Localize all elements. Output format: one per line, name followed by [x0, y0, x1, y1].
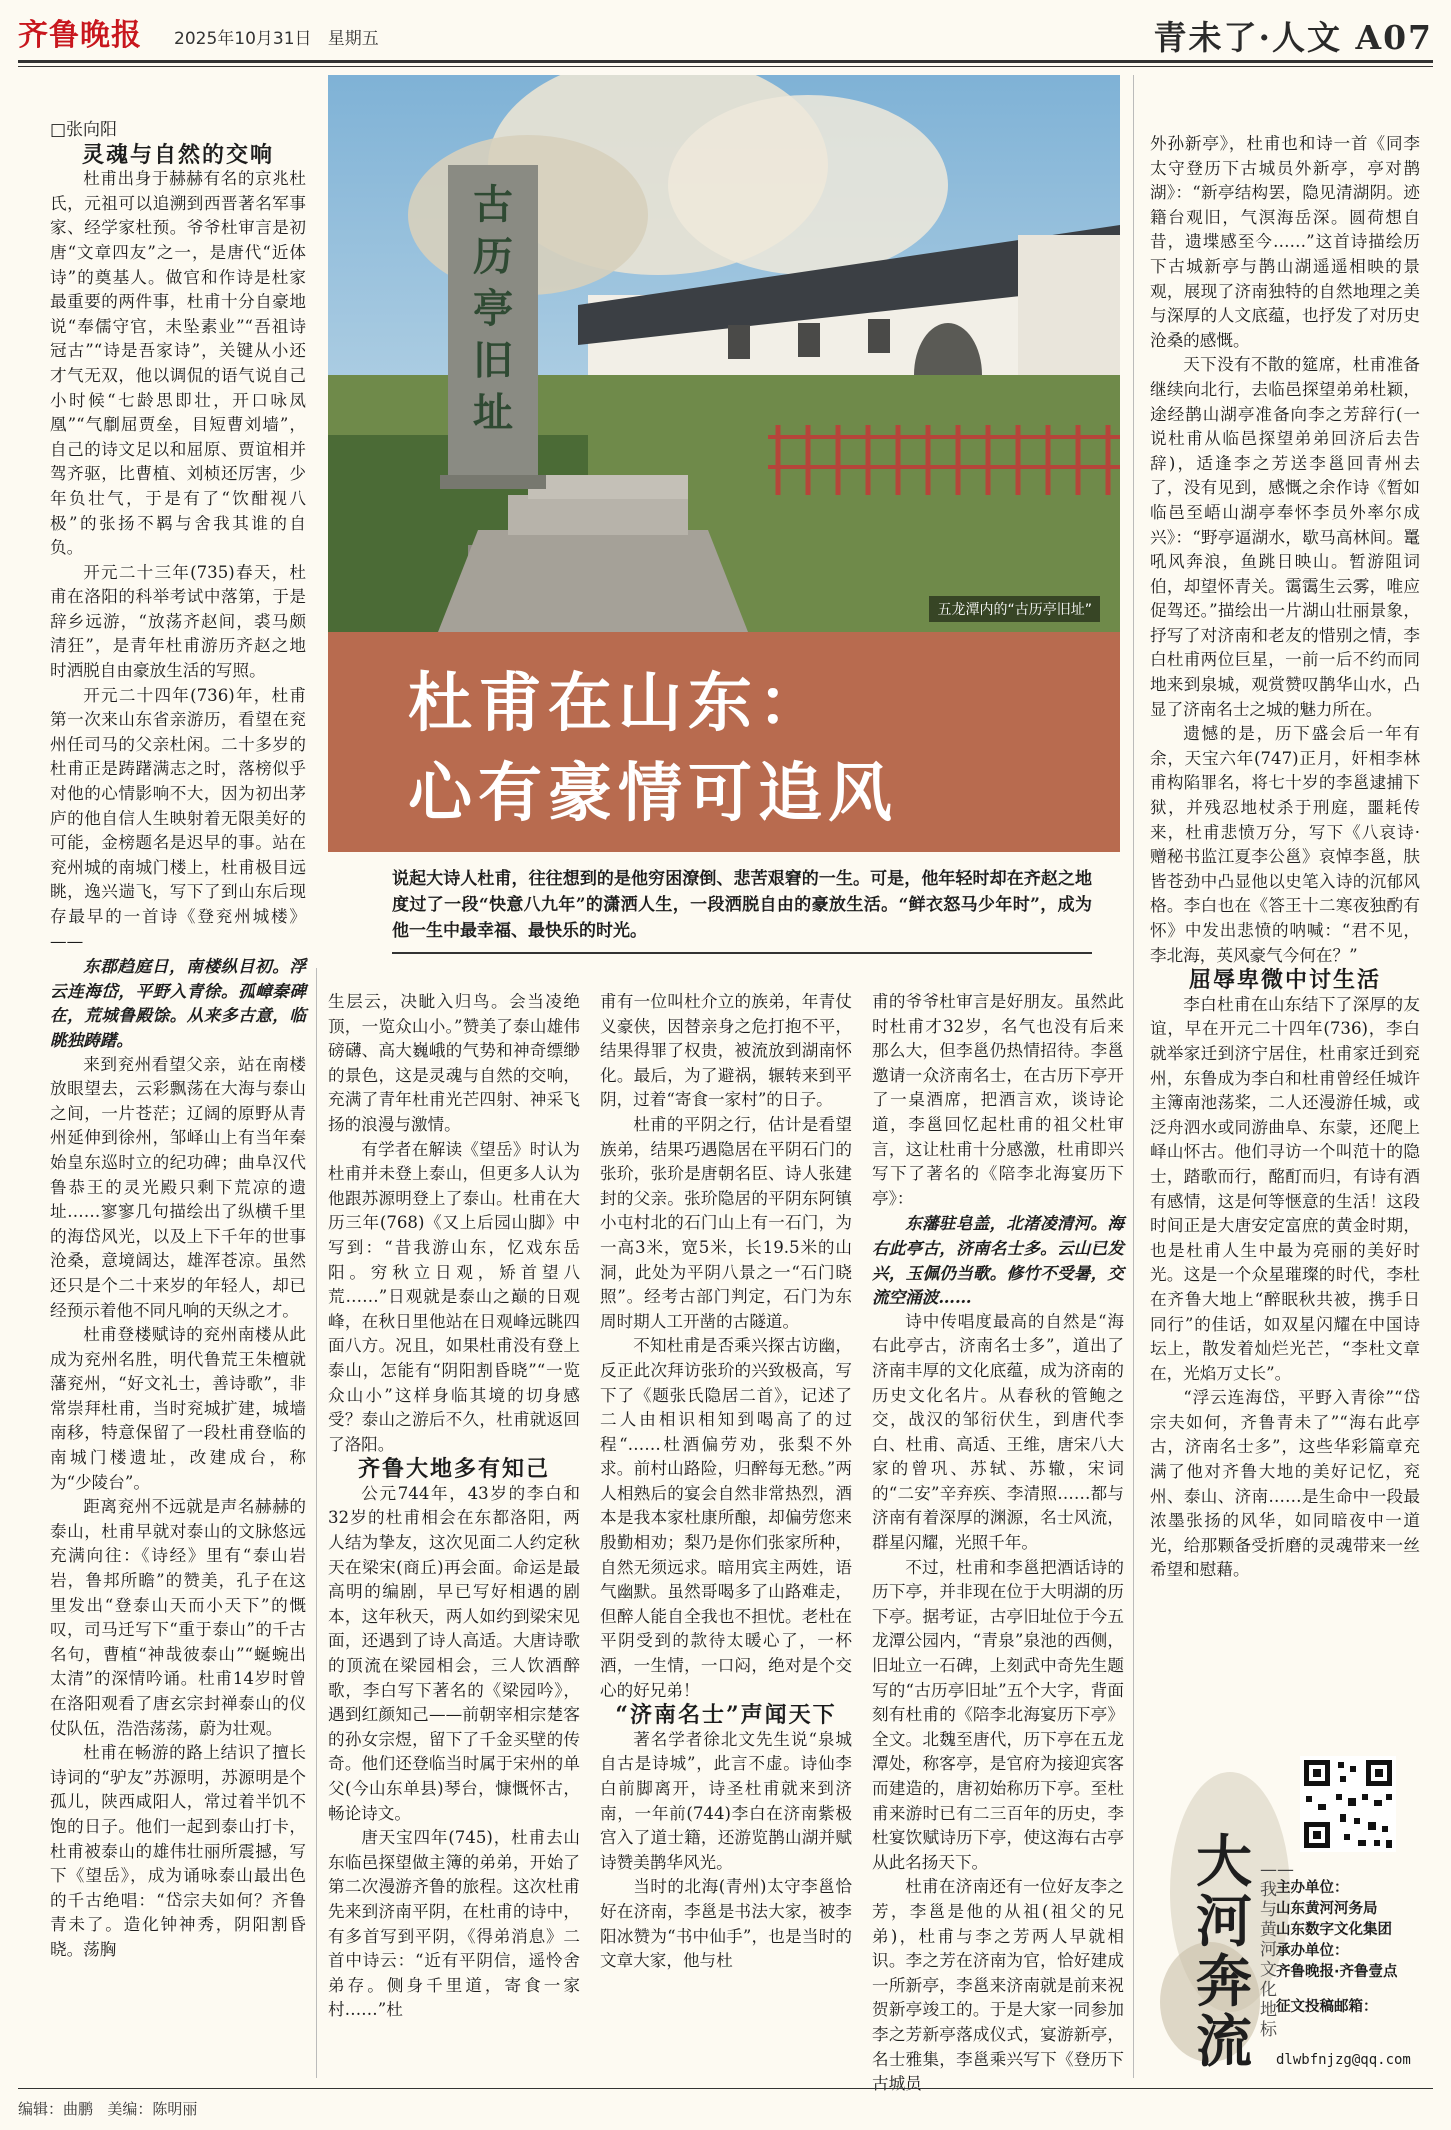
paragraph: 杜甫出身于赫赫有名的京兆杜氏，元祖可以追溯到西晋著名军事家、经学家杜预。爷爷杜审言是初唐“文章四友”之一，是唐代“近体诗”的奠基人。做官和作诗是杜家最重要的两件事，杜甫十分自豪地说“奉儒守官，未坠素业”“吾祖诗冠古”“诗是吾家诗”，关键从小还才气无双，他以调侃的语气说自己小时候“七龄思即壮，开口咏凤凰”“气劘屈贾垒，目短曹刘墙”，自己的诗文足以和屈原、贾谊相并驾齐驱，比曹植、刘桢还厉害，少年负壮气，于是有了“饮酣视八极”的张扬不羁与舍我其谁的自负。 — [50, 169, 306, 558]
paragraph: 公元744年，43岁的李白和32岁的杜甫相会在东都洛阳，两人结为挚友，这次见面二人约定秋天在梁宋(商丘)再会面。命运是最高明的编剧，早已写好相遇的剧本，这年秋天，两人如约到梁宋见面，还遇到了诗人高适。大唐诗歌的顶流在梁园相会，三人饮酒醉歌，李白写下著名的《梁园吟》，遇到红颜知己——前朝宰相宗楚客的孙女宗煜，留下了千金买壁的传奇。他们还登临当时属于宋州的单父(今山东单县)琴台，慷慨怀古，畅论诗文。 — [328, 1483, 580, 1823]
paragraph: 开元二十四年(736)年，杜甫第一次来山东省亲游历，看望在兖州任司马的父亲杜闲。二十多岁的杜甫正是踌躇满志之时，落榜似乎对他的心情影响不大，因为初出茅庐的他自信人生映射着无限美好的可能，金榜题名是迟早的事。站在兖州城的南城门楼上，杜甫极目远眺，逸兴遄飞，写下了到山东后现存最早的一首诗《登兖州城楼》—— — [50, 685, 306, 951]
column-divider — [1133, 75, 1134, 2078]
paragraph: 李白杜甫在山东结下了深厚的友谊，早在开元二十四年(736)，李白就举家迁到济宁居住，杜甫家迁到兖州，东鲁成为李白和杜甫曾经任城许主簿南池荡桨，二人还漫游任城，或泛舟泗水或同游曲阜、东蒙，还爬上峄山怀古。他们寻访一个叫范十的隐士，踏歌而行，酩酊而归，有诗有酒有感情，这是何等惬意的生活！这段时间正是大唐安定富庶的黄金时期，也是杜甫人生中最为亮丽的美好时光。这是一个众星璀璨的时代，李杜在齐鲁大地上“醉眠秋共被，携手日同行”的佳话，如双星闪耀在中国诗坛上，散发着灿烂光芒，“李杜文章在，光焰万丈长”。 — [1150, 994, 1420, 1383]
paragraph: 不知杜甫是否乘兴探古访幽，反正此次拜访张玠的兴致极高，写下了《题张氏隐居二首》，记述了二人由相识相知到喝高了的过程“……杜酒偏劳劝，张梨不外求。前村山路险，归醉每无愁。”两人相熟后的宴会自然非常热烈，酒本是我本家杜康所酿，却偏劳您来殷勤相劝；梨乃是你们张家所种，自然无须远求。暗用宾主两姓，语气幽默。虽然哥喝多了山路难走，但醉人能自全我也不担忧。老杜在平阴受到的款待太暖心了，一杯酒，一生情，一口闷，绝对是个交心的好兄弟！ — [600, 1336, 852, 1700]
paragraph: 杜甫在济南还有一位好友李之芳，李邕是他的从祖(祖父的兄弟)，杜甫与李之芳两人早就相识。李之芳在济南为官，恰好建成一所新亭，李邕来济南就是前来祝贺新亭竣工的。于是大家一同参加李之芳新亭落成仪式，宴游新亭，名士雅集，李邕乘兴写下《登历下古城员 — [872, 1877, 1124, 2094]
subheading: “济南名士”声闻天下 — [615, 1702, 837, 1729]
footer-credits — [18, 2098, 197, 2119]
hero-photo — [328, 75, 1120, 632]
garden-scene-illustration — [328, 75, 1120, 632]
newspaper-logo: 齐鲁晚报 — [18, 18, 142, 53]
date-text: 2025年10月31日 — [174, 29, 312, 49]
organizer-label: 承办单位： — [1276, 1943, 1349, 1959]
paragraph: 杜甫的平阴之行，估计是看望族弟，结果巧遇隐居在平阴石门的张玠，张玠是唐朝名臣、诗人张建封的父亲。张玠隐居的平阴东阿镇小屯村北的石门山上有一石门，为一高3米，宽5米，长19.5米的山洞，此处为平阴八景之一“石门晓照”。经考古部门判定，石门为东周时期人工开凿的古隧道。 — [600, 1114, 852, 1331]
paragraph: 甫的爷爷杜审言是好朋友。虽然此时杜甫才32岁，名气也没有后来那么大，但李邕仍热情招待。李邕邀请一众济南名士，在古历下亭开了一桌酒席，把酒言欢，谈诗论道，李邕回忆起杜甫的祖父杜审言，这让杜甫十分感激，杜甫即兴写下了著名的《陪李北海宴历下亭》： — [872, 992, 1124, 1208]
paragraph: 来到兖州看望父亲，站在南楼放眼望去，云彩飘荡在大海与泰山之间，一片苍茫；辽阔的原野从青州延伸到徐州，邹峄山上有当年秦始皇东巡时立的纪功碑；曲阜汉代鲁恭王的灵光殿只剩下荒凉的遗址……寥寥几句描绘出了纵横千里的海岱风光，以及上下千年的世事沧桑，意境阔达，雄浑苍凉。虽然还只是个二十来岁的年轻人，却已经预示着他不同凡响的天纵之才。 — [50, 1054, 306, 1320]
paragraph: 生层云，决眦入归鸟。会当凌绝顶，一览众山小。”赞美了泰山雄伟磅礴、高大巍峨的气势和神奇缥缈的景色，这是灵魂与自然的交响，充满了青年杜甫光芒四射、神采飞扬的浪漫与激情。 — [328, 992, 580, 1134]
paragraph: “浮云连海岱，平野入青徐”“岱宗夫如何，齐鲁青未了”“海右此亭古，济南名士多”，这些华彩篇章充满了他对齐鲁大地的美好记忆，兖州、泰山、济南……是生命中一段最浓墨张扬的风华，如同暗夜中一道光，给那颗备受折磨的灵魂带来一丝希望和慰藉。 — [1150, 1388, 1420, 1580]
organizer-name: 齐鲁晚报·齐鲁壹点 — [1276, 1964, 1398, 1980]
paragraph: 遗憾的是，历下盛会后一年有余，天宝六年(747)正月，奸相李林甫构陷罪名，将七十岁的李邕逮捕下狱，并残忍地杖杀于刑庭，噩耗传来，杜甫悲愤万分，写下《八哀诗·赠秘书监江夏李公邕》哀悼李邕，肤皆苍劲中凸显他以史笔入诗的沉郁风格。李白也在《答王十二寒夜独酌有怀》中发出悲愤的呐喊：“君不见，李北海，英风豪气今何在？” — [1150, 724, 1420, 965]
submission-email[interactable]: dlwbfnjzg@qq.com — [1276, 2052, 1411, 2068]
poem-quote: 东郡趋庭日，南楼纵目初。浮云连海岱，平野入青徐。孤嶂秦碑在，荒城鲁殿馀。从来多古意，临眺独踌躇。 — [50, 956, 306, 1050]
author-byline: □张向阳 — [50, 120, 118, 140]
section-label: 青未了·人文 A07 — [1153, 18, 1433, 57]
subheading: 齐鲁大地多有知己 — [357, 1456, 550, 1483]
paragraph: 诗中传唱度最高的自然是“海右此亭古，济南名士多”，道出了济南丰厚的文化底蕴，成为济南的历史文化名片。从春秋的管鲍之交，战汉的邹衍伏生，到唐代李白、杜甫、高适、王维，唐宋八大家的曾巩、苏轼、苏辙，宋词的“二安”辛弃疾、李清照……都与济南有着深厚的渊源，名士风流，群星闪耀，光照千年。 — [872, 1311, 1124, 1553]
mail-label: 征文投稿邮箱： — [1276, 1999, 1378, 2015]
article-column-4 — [872, 990, 1124, 2097]
paragraph: 唐天宝四年(745)，杜甫去山东临邑探望做主簿的弟弟，开始了第二次漫游齐鲁的旅程。这次杜甫先来到济南平阴，在杜甫的诗中，有多首写到平阴，《得弟消息》二首中诗云：“近有平阴信，遥怜舍弟存。侧身千里道，寄食一家村……”杜 — [328, 1828, 580, 2020]
article-column-3 — [600, 990, 852, 1974]
article-column-5 — [1150, 132, 1420, 1742]
paragraph: 杜甫登楼赋诗的兖州南楼从此成为兖州名胜，明代鲁荒王朱檀就藩兖州，“好文礼士，善诗歌”，非常崇拜杜甫，当时兖城扩建，城墙南移，特意保留了一段杜甫登临的南城门楼遗址，改建成台，称为“少陵台”。 — [50, 1325, 306, 1492]
contest-organizers — [1276, 1878, 1436, 2018]
header-rule — [18, 60, 1433, 63]
photo-caption: 五龙潭内的“古历亭旧址” — [929, 596, 1100, 622]
paragraph: 外孙新亭》，杜甫也和诗一首《同李太守登历下古城员外新亭，亭对鹊湖》：“新亭结构罢，隐见清湖阴。迹籍台观旧，气溟海岳深。圆荷想自昔，遗堞感至今……”这首诗描绘历下古城新亭与鹊山湖遥遥相映的景观，展现了济南独特的自然地理之美与深厚的人文底蕴，也抒发了对历史沧桑的感慨。 — [1150, 134, 1420, 350]
weekday-text: 星期五 — [327, 29, 379, 49]
article-column-2 — [328, 990, 580, 2023]
paragraph: 有学者在解读《望岳》时认为杜甫并未登上泰山，但更多人认为他跟苏源明登上了泰山。杜甫在大历三年(768)《又上后园山脚》中写到：“昔我游山东，忆戏东岳阳。穷秋立日观，矫首望八荒……”日观就是泰山之巅的日观峰，在秋日里他站在日观峰远眺四面八方。况且，如果杜甫没有登上泰山，怎能有“阴阳割昏晓”“一览众山小”这样身临其境的切身感受？泰山之游后不久，杜甫就返回了洛阳。 — [328, 1139, 580, 1454]
column-divider — [316, 968, 317, 2078]
monument-inscription: 古历亭旧址 — [473, 181, 513, 436]
masthead — [18, 10, 1433, 57]
paragraph: 不过，杜甫和李邕把酒话诗的历下亭，并非现在位于大明湖的历下亭。据考证，古亭旧址位于今五龙潭公园内，“青泉”泉池的西侧，旧址立一石碑，上刻武中奇先生题写的“古历亭旧址”五个大字，背面刻有杜甫的《陪李北海宴历下亭》全文。北魏至唐代，历下亭在五龙潭处，称客亭，是官府为接迎宾客而建造的，唐初始称历下亭。至杜甫来游时已有二三百年的历史，李杜宴饮赋诗历下亭，使这海右古亭从此名扬天下。 — [872, 1557, 1124, 1872]
paragraph: 杜甫在畅游的路上结识了擅长诗词的“驴友”苏源明，苏源明是个孤儿，陕西咸阳人，常过着半饥不饱的日子。他们一起到泰山打卡，杜甫被泰山的雄伟壮丽所震撼，写下《望岳》，成为诵咏泰山最出色的千古绝唱：“岱宗夫如何？齐鲁青未了。造化钟神秀，阴阳割昏晓。荡胸 — [50, 1743, 306, 1959]
paragraph: 甫有一位叫杜介立的族弟，年青仗义豪侠，因替亲身之危打抱不平，结果得罪了权贵，被流放到湖南怀化。最后，为了避祸，辗转来到平阴，过着“寄食一家村”的日子。 — [600, 992, 852, 1110]
lead-paragraph: 说起大诗人杜甫，往往想到的是他穷困潦倒、悲苦艰窘的一生。可是，他年轻时却在齐赵之地度过了一段“快意八九年”的潇洒人生，一段洒脱自由的豪放生活。“鲜衣怒马少年时”，成为他一生中最幸福、最快乐的时光。 — [392, 869, 1092, 941]
article-column-1 — [50, 118, 306, 1963]
sponsor-name: 山东黄河河务局 — [1276, 1901, 1378, 1917]
subheading: 屈辱卑微中讨生活 — [1188, 967, 1381, 994]
headline-line-2: 心有豪情可追风 — [408, 756, 898, 831]
paragraph: 当时的北海(青州)太守李邕恰好在济南，李邕是书法大家，被李阳冰赞为“书中仙手”，也是当时的文章大家，他与杜 — [600, 1877, 852, 1971]
editor-credit: 编辑：曲鹏 — [18, 2100, 94, 2118]
title-banner — [328, 632, 1120, 852]
qr-code-icon[interactable] — [1300, 1756, 1396, 1852]
contest-subtitle: ——我与黄河文化地标 — [1260, 1860, 1294, 2040]
contest-title: 大河奔流 — [1196, 1829, 1252, 2075]
paragraph: 著名学者徐北文先生说“泉城自古是诗城”，此言不虚。诗仙李白前脚离开，诗圣杜甫就来到济南，一年前(744)李白在济南紫极宫入了道士籍，还游览鹊山湖并赋诗赞美鹊华风光。 — [600, 1729, 852, 1872]
designer-credit: 美编：陈明丽 — [107, 2100, 198, 2118]
header-rule-thin — [18, 66, 1433, 67]
issue-date — [174, 24, 379, 49]
paragraph: 距离兖州不远就是声名赫赫的泰山，杜甫早就对泰山的文脉悠远充满向往：《诗经》里有“泰山岩岩，鲁邦所瞻”的赞美，孔子在这里发出“登泰山天而小天下”的慨叹，司马迁写下“重于泰山”的千古名句，曹植“神哉彼泰山”“蜒蜿出太清”的深情吟诵。杜甫14岁时曾在洛阳观看了唐玄宗封禅泰山的仪仗队伍，浩浩荡荡，蔚为壮观。 — [50, 1497, 306, 1738]
paragraph: 开元二十三年(735)春天，杜甫在洛阳的科举考试中落第，于是辞乡远游，“放荡齐赵间，裘马颇清狂”，是青年杜甫游历齐赵之地时洒脱自由豪放生活的写照。 — [50, 562, 306, 681]
sponsor-label: 主办单位： — [1276, 1880, 1349, 1896]
lead-rule — [392, 952, 1092, 954]
sponsor-name: 山东数字文化集团 — [1276, 1922, 1392, 1938]
headline-line-1: 杜甫在山东： — [408, 666, 828, 741]
subheading: 灵魂与自然的交响 — [81, 141, 274, 168]
paragraph: 天下没有不散的筵席，杜甫准备继续向北行，去临邑探望弟弟杜颖，途经鹊山湖亭准备向李之芳辞行(一说杜甫从临邑探望弟弟回济后去告辞)，适逢李之芳送李邕回青州去了，没有见到，感慨之余作诗《暂如临邑至峿山湖亭奉怀李员外率尔成兴》：“野亭逼湖水，歇马高林间。鼍吼风奔浪，鱼跳日映山。暂游阻词伯，却望怀青关。霭霭生云雾，唯应促驾还。”描绘出一片湖山壮丽景象，抒写了对济南和老友的惜别之情，李白杜甫两位巨星，一前一后不约而同地来到泉城，观赏赞叹鹊华山水，凸显了济南名士之城的魅力所在。 — [1150, 355, 1420, 719]
poem-quote: 东藩驻皂盖，北渚凌清河。海右此亭古，济南名士多。云山已发兴，玉佩仍当歌。修竹不受暑，交流空涌波…… — [872, 1213, 1124, 1308]
footer-rule — [18, 2088, 1433, 2089]
essay-contest-box — [1160, 1752, 1433, 2075]
